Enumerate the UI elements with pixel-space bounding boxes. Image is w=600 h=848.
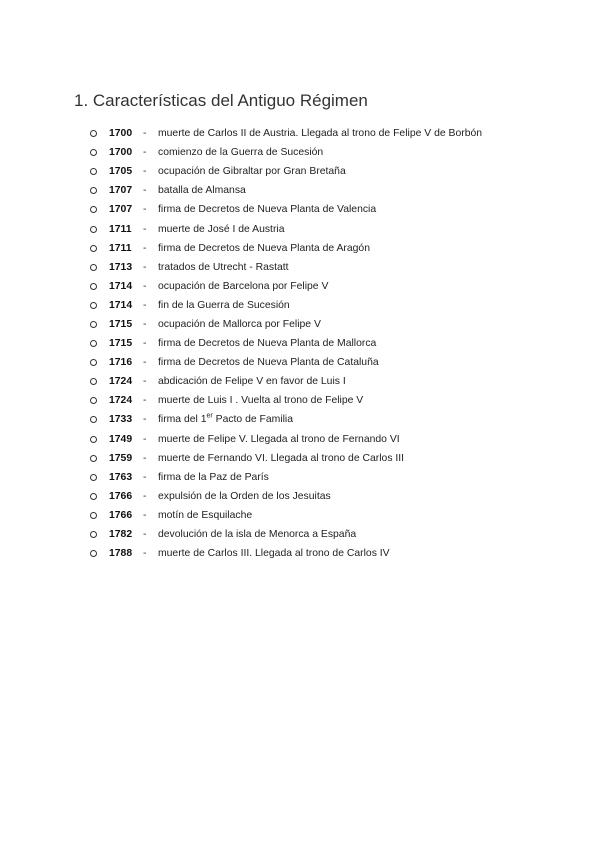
bullet-circle-icon	[90, 359, 97, 366]
timeline-entry	[88, 430, 482, 449]
entry-separator: -	[143, 166, 147, 178]
entry-year: 1713	[109, 261, 133, 273]
entry-year: 1782	[109, 529, 133, 541]
bullet-circle-icon	[90, 130, 97, 137]
timeline-entry	[88, 525, 482, 544]
entry-event: muerte de Luis I . Vuelta al trono de Felipe V	[158, 395, 364, 407]
entry-separator: -	[143, 223, 147, 235]
entry-year: 1759	[109, 452, 133, 464]
bullet-circle-icon	[90, 455, 97, 462]
entry-event: ocupación de Gibraltar por Gran Bretaña	[158, 166, 346, 178]
timeline-list	[88, 124, 482, 563]
entry-event: batalla de Almansa	[158, 185, 246, 197]
timeline-entry	[88, 468, 482, 487]
timeline-entry	[88, 334, 482, 353]
timeline-entry	[88, 219, 482, 238]
bullet-circle-icon	[90, 245, 97, 252]
timeline-entry	[88, 487, 482, 506]
entry-event: firma de Decretos de Nueva Planta de Valencia	[158, 204, 377, 216]
entry-separator: -	[143, 318, 147, 330]
entry-separator: -	[143, 128, 147, 140]
entry-separator: -	[143, 548, 147, 560]
entry-event: devolución de la isla de Menorca a España	[158, 529, 357, 541]
entry-event: muerte de Carlos II de Austria. Llegada al trono de Felipe V de Borbón	[158, 128, 483, 140]
bullet-circle-icon	[90, 264, 97, 271]
entry-separator: -	[143, 242, 147, 254]
entry-event: muerte de José I de Austria	[158, 223, 285, 235]
entry-year: 1715	[109, 338, 133, 350]
entry-separator: -	[143, 261, 147, 273]
entry-separator: -	[143, 185, 147, 197]
entry-event: firma de Decretos de Nueva Planta de Mallorca	[158, 338, 377, 350]
bullet-circle-icon	[90, 512, 97, 519]
entry-event: ocupación de Mallorca por Felipe V	[158, 318, 321, 330]
bullet-circle-icon	[90, 168, 97, 175]
bullet-circle-icon	[90, 550, 97, 557]
timeline-entry	[88, 353, 482, 372]
timeline-entry	[88, 143, 482, 162]
bullet-circle-icon	[90, 378, 97, 385]
entry-event: firma de Decretos de Nueva Planta de Cataluña	[158, 357, 379, 369]
entry-event: firma de la Paz de París	[158, 471, 269, 483]
entry-year: 1724	[109, 376, 133, 388]
entry-event: muerte de Felipe V. Llegada al trono de Fernando VI	[158, 433, 400, 445]
entry-separator: -	[143, 490, 147, 502]
bullet-circle-icon	[90, 149, 97, 156]
entry-year: 1700	[109, 147, 133, 159]
entry-separator: -	[143, 338, 147, 350]
entry-event	[158, 414, 293, 425]
entry-year: 1707	[109, 204, 133, 216]
timeline-entry	[88, 258, 482, 277]
timeline-entry	[88, 544, 482, 563]
entry-separator: -	[143, 395, 147, 407]
timeline-entry	[88, 506, 482, 525]
bullet-circle-icon	[90, 187, 97, 194]
timeline-entry	[88, 372, 482, 391]
timeline-entry	[88, 124, 482, 143]
bullet-circle-icon	[90, 474, 97, 481]
entry-separator: -	[143, 357, 147, 369]
entry-year: 1705	[109, 166, 133, 178]
entry-year: 1707	[109, 185, 133, 197]
entry-separator: -	[143, 204, 147, 216]
bullet-circle-icon	[90, 321, 97, 328]
entry-separator: -	[143, 299, 147, 311]
entry-separator: -	[143, 414, 147, 426]
bullet-circle-icon	[90, 531, 97, 538]
entry-year: 1788	[109, 548, 133, 560]
entry-year: 1733	[109, 414, 133, 426]
entry-year: 1724	[109, 395, 133, 407]
bullet-circle-icon	[90, 416, 97, 423]
bullet-circle-icon	[90, 283, 97, 290]
entry-event: muerte de Carlos III. Llegada al trono de Carlos IV	[158, 548, 390, 560]
entry-year: 1716	[109, 357, 133, 369]
bullet-circle-icon	[90, 340, 97, 347]
timeline-entry	[88, 296, 482, 315]
entry-event: firma de Decretos de Nueva Planta de Aragón	[158, 242, 370, 254]
entry-separator: -	[143, 509, 147, 521]
entry-separator: -	[143, 376, 147, 388]
entry-year: 1700	[109, 128, 133, 140]
entry-event: expulsión de la Orden de los Jesuitas	[158, 490, 331, 502]
entry-year: 1714	[109, 299, 133, 311]
entry-event: motín de Esquilache	[158, 509, 253, 521]
entry-separator: -	[143, 529, 147, 541]
timeline-entry	[88, 277, 482, 296]
entry-separator: -	[143, 452, 147, 464]
timeline-entry	[88, 200, 482, 219]
entry-event: fin de la Guerra de Sucesión	[158, 299, 290, 311]
bullet-circle-icon	[90, 493, 97, 500]
timeline-entry	[88, 315, 482, 334]
entry-year: 1711	[109, 242, 132, 254]
entry-year: 1763	[109, 471, 133, 483]
ordinal-superscript: er	[206, 412, 213, 420]
entry-year: 1766	[109, 490, 133, 502]
entry-event-start: firma del 1	[158, 414, 207, 426]
timeline-entry	[88, 239, 482, 258]
entry-separator: -	[143, 280, 147, 292]
bullet-circle-icon	[90, 436, 97, 443]
entry-event-end: Pacto de Familia	[212, 414, 294, 426]
bullet-circle-icon	[90, 206, 97, 213]
entry-event: tratados de Utrecht - Rastatt	[158, 261, 289, 273]
bullet-circle-icon	[90, 397, 97, 404]
section-heading: 1. Características del Antiguo Régimen	[74, 91, 368, 110]
bullet-circle-icon	[90, 226, 97, 233]
timeline-entry	[88, 410, 482, 429]
entry-event: ocupación de Barcelona por Felipe V	[158, 280, 329, 292]
entry-year: 1749	[109, 433, 133, 445]
entry-event: abdicación de Felipe V en favor de Luis I	[158, 376, 346, 388]
bullet-circle-icon	[90, 302, 97, 309]
timeline-entry	[88, 391, 482, 410]
entry-separator: -	[143, 147, 147, 159]
entry-event: muerte de Fernando VI. Llegada al trono de Carlos III	[158, 452, 405, 464]
timeline-entry	[88, 181, 482, 200]
entry-year: 1711	[109, 223, 132, 235]
entry-separator: -	[143, 471, 147, 483]
timeline-entry	[88, 162, 482, 181]
entry-year: 1766	[109, 509, 133, 521]
entry-year: 1714	[109, 280, 133, 292]
entry-separator: -	[143, 433, 147, 445]
entry-event: comienzo de la Guerra de Sucesión	[158, 147, 324, 159]
timeline-entry	[88, 449, 482, 468]
entry-year: 1715	[109, 318, 133, 330]
